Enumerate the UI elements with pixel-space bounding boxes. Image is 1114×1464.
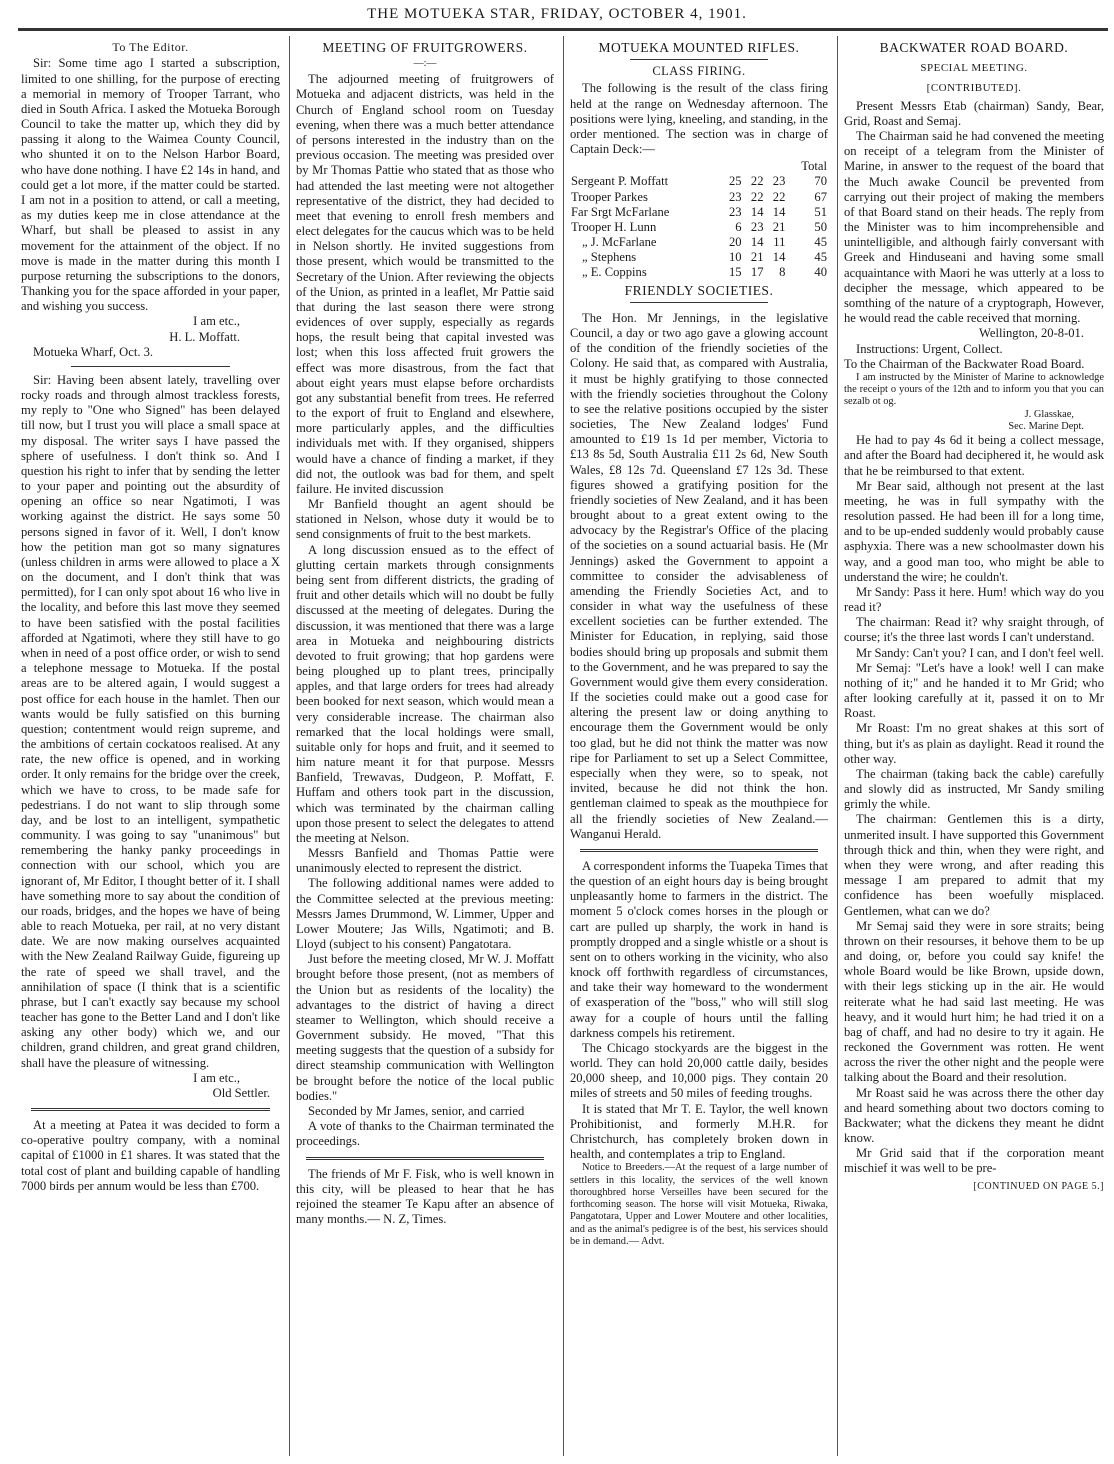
- article-paragraph: Mr Semaj said they were in sore straits; being thrown on their resourses, it behove them to be up and doing, or, before you could say knife! the whole Board would be like Brown, upside down, with their legs sticking up in the air. He would reiterate what he had said last meeting. He was heavy, and it would hurt him; he had tried it on a bag of chaff, and had no desire to try it again. He reckoned the Government was rotten. He went across the river the other night and the people were talking about the Board and their resolution.: [844, 918, 1104, 1085]
- masthead-rule: [18, 28, 1108, 31]
- cable-signature: J. Glasskae,: [1024, 408, 1074, 420]
- article-paragraph: Mr Banfield thought an agent should be stationed in Nelson, whose duty it would be to send consignments of fruit to the best markets.: [296, 497, 554, 542]
- article-paragraph: The Hon. Mr Jennings, in the legislative Council, a day or two ago gave a glowing account of the condition of the friendly societies of the Colony. He said that, as compared with Australia, it must be highly gratifying to those connected with the friendly societies throughout the Colony to see the relative positions occupied by the sister societies, The New Zealand lodges' Fund amounted to £19 1s 1d per member, Victoria to £13 8s 5d, South Australia £11 2s 6d, New South Wales, £8 12s 7d. Queensland £7 12s 3d. These figures showed a gratifying position for the friendly societies of New Zealand, and it has been brought about to a great extent owing to the advocacy by the Registrar's Office of the placing of the societies on a sound actuarial basis. He (Mr Jennings) asked the Government to appoint a committee to consider the advisableness of amending the Friendly Societies Act, and to consider in what way the usefulness of these excellent societies can be further extended. The Minister for Education, in replying, said those bodies should bring up proposals and submit them to the Government, and he was prepared to say the Government would give them every consideration. If the societies could make out a good case for altering the present law or doing anything to encourage them the Government would be only too glad, but he did not think the matter was now ripe for Parliament to set up a Select Committee, especially when they were, so to speak, not invited, because he did not think the hon. gentleman claimed to speak as the mouthpiece for all the friendly societies of New Zealand.— Wanganui Herald.: [570, 310, 828, 841]
- article-heading: MEETING OF FRUITGROWERS.: [322, 40, 528, 55]
- cable-instructions: Instructions: Urgent, Collect.: [856, 341, 1003, 356]
- article-paragraph: The adjourned meeting of fruitgrowers of Motueka and adjacent districts, was held in the Church of England school room on Tuesday evening, when there was a much better attendance of persons interested in the industry than on the previous occasion. The meeting was presided over by Mr Thomas Pattie who stated that as those who had attended the last meeting were not altogether representative of the district, they had decided to meet that evening to enroll fresh members and elect delegates for the caucus which was to be held in Nelson shortly. He invited suggestions from those present, which would be transmitted to the Secretary of the Union. After reviewing the objects of the Union, as printed in a leaflet, Mr Pattie said that during the last season there were strong evidences of over supply, especially as regards hops, the result being that capital invested was lost; when this loss affected fruit growers the effect was more disastrous, from the fact that about eight years must elapse before orchardists got any substantial benefit from trees. He referred to the export of fruit to England and elsewhere, more particularly apples, and the difficulties individuals met with. If they organised, shippers would have a chance of finding a market, if they did not, the outlook was bad for them, and spelt failure. He invited discussion: [296, 72, 554, 496]
- article-paragraph: Mr Bear said, although not present at the last meeting, he was in full sympathy with the resolution passed. He had been ill for a long time, and to be up-ended suddenly would probably cause asphyxia. There was a new schoolmaster down his way, and a good man too, who might be able to understand the wire; he couldn't.: [844, 478, 1104, 584]
- article-paragraph: A long discussion ensued as to the effect of glutting certain markets through consignments being sent from different districts, the grading of fruit and other details which will no doubt be fully discussed at the meeting of delegates. During the discussion, it was mentioned that there was a large area in Motueka and neighbouring districts devoted to fruit growing; that hop gardens were being ploughed up to plant trees, principally apples, and that large orders for trees had already been booked for next season, which would mean a very considerable increase. The chairman also remarked that the local holdings were small, suitable only for hops and fruit, and it seemed to him nature meant it for that purpose. Messrs Banfield, Trewavas, Dudgeon, P. Moffatt, F. Huffam and others took part in the discussion, which was terminated by the chairman calling upon those present to select the delegates to attend the meeting at Nelson.: [296, 542, 554, 845]
- article-paragraph: Mr Roast: I'm no great shakes at this sort of thing, but it's as plain as daylight. Read it round the other way.: [844, 721, 1104, 766]
- score-row: „ J. McFarlane 20 14 11 45: [582, 235, 827, 250]
- notice-breeders: Notice to Breeders.—At the request of a large number of settlers in this locality, the services of the well known thoroughbred horse Verseilles have been secured for the forthcoming season. The horse will visit Motueka, Riwaka, Pangatotara, Upper and Lower Moutere and other localities, and as the animal's pedigree is of the best, his services should be in demand.— Advt.: [570, 1162, 828, 1247]
- article-paragraph: The following is the result of the class firing held at the range on Wednesday afternoon. The positions were lying, kneeling, and standing, in the order mentioned. The section was in charge of Captain Deck:—: [570, 81, 828, 157]
- score-row: „ E. Coppins 15 17 8 40: [582, 265, 827, 280]
- article-paragraph: Mr Sandy: Pass it here. Hum! which way do you read it?: [844, 584, 1104, 615]
- article-paragraph: The chairman (taking back the cable) carefully and slowly did as instructed, Mr Sandy smiling grimly the while.: [844, 766, 1104, 812]
- article-paragraph: Mr Grid said that if the corporation meant mischief it was well to be pre-: [844, 1146, 1104, 1176]
- masthead: THE MOTUEKA STAR, FRIDAY, OCTOBER 4, 1901.: [367, 6, 747, 22]
- article-paragraph: The chairman: Gentlemen this is a dirty, unmerited insult. I have supported this Government through thick and thin, when they were right, and when they were wrong, and after reading this message I am prepared to admit that my confidence has been woefully misplaced. Gentlemen, what can we do?: [844, 812, 1104, 918]
- score-row: Trooper H. Lunn 6 23 21 50: [571, 219, 827, 234]
- divider: [630, 302, 768, 303]
- news-item-tuapeka: A correspondent informs the Tuapeka Times that the question of an eight hours day is being brought unpleasantly home to farmers in the district. The moment 5 o'clock comes horses in the plough or cart are pulled up sharply, the work in hand is promptly dropped and a single whistle or a shout is sent on to others working in the vicinity, who also knock off forthwith regardless of circumstances, and take their way homeward to the wonderment of exasperation of the "boss," who will still slog away for a couple of hours until the falling darkness compels his retirement.: [570, 858, 828, 1040]
- news-item-chicago: The Chicago stockyards are the biggest in the world. They can hold 20,000 cattle daily, besides 20,000 sheep, and 10,000 pigs. They contain 20 miles of streets and 50 miles of feeding troughs.: [570, 1040, 828, 1101]
- article-paragraph: Just before the meeting closed, Mr W. J. Moffatt brought before those present, (not as members of the Union but as residents of the locality) the advantages to the district of having a direct steamer to Wellington, which should receive a Government subsidy. He moved, "That this meeting suggests that the question of a subsidy for direct steamship communication with Wellington be brought before the notice of the local public bodies.": [296, 952, 554, 1103]
- letter-closing: I am etc.,: [193, 1070, 240, 1085]
- cable-place: Wellington, 20-8-01.: [979, 326, 1084, 341]
- contributed-label: [CONTRIBUTED].: [926, 81, 1022, 94]
- article-paragraph: The Chairman said he had convened the meeting on receipt of a telegram from the Minister of Marine, in answer to the request of the board that the Much awake Council be prevented from carrying out their project of making the members of that Board stand on their heads. The reply from the Minister was to him incomprehensible and unintelligible, and although fairly conversant with Greek and Hinduseani and having some small acquaintance with Maori he was utterly at a loss to decipher the message, which appeared to be somthing of the nature of a cryptograph, However, he would read the cable received that morning.: [844, 129, 1104, 326]
- divider: [71, 366, 230, 367]
- article-subheading: SPECIAL MEETING.: [920, 62, 1028, 75]
- divider: [31, 1108, 270, 1111]
- continued-notice: [CONTINUED ON PAGE 5.]: [973, 1180, 1104, 1192]
- total-header: Total: [801, 159, 827, 174]
- article-paragraph: Mr Semaj: "Let's have a look! well I can make nothing of it;" and he handed it to Mr Grid; who after looking carefully at it, passed it on to Mr Roast.: [844, 660, 1104, 721]
- score-table: [570, 159, 828, 280]
- news-item-taylor: It is stated that Mr T. E. Taylor, the well known Prohibitionist, and formerly M.H.R. for Christchurch, has completely broken down in health, and contemplates a trip to England.: [570, 1101, 828, 1162]
- divider: [580, 849, 818, 852]
- article-paragraph: Mr Roast said he was across there the other day and heard something about two doctors coming to Backwater; what the dickens they meant he didnt know.: [844, 1085, 1104, 1146]
- cable-recipient: To the Chairman of the Backwater Road Board.: [844, 356, 1085, 371]
- score-row: Far Srgt McFarlane 23 14 14 51: [571, 204, 827, 219]
- article-paragraph: He had to pay 4s 6d it being a collect message, and after the Board had deciphered it, he would ask that he be reimbursed to that extent.: [844, 433, 1104, 478]
- news-item-fisk: The friends of Mr F. Fisk, who is well known in this city, will be pleased to hear that he has rejoined the steamer Te Kapu after an absence of many months.— N. Z, Times.: [296, 1166, 554, 1227]
- score-row: Trooper Parkes 23 22 22 67: [571, 189, 827, 204]
- column-2: [289, 36, 557, 1456]
- letter-closing: I am etc.,: [193, 314, 240, 329]
- article-subheading: CLASS FIRING.: [652, 64, 746, 79]
- article-paragraph: Messrs Banfield and Thomas Pattie were unanimously elected to represent the district.: [296, 846, 554, 876]
- column-1: [18, 36, 283, 1456]
- letter-address: Motueka Wharf, Oct. 3.: [33, 344, 154, 359]
- score-row: Sergeant P. Moffatt 25 22 23 70: [571, 174, 827, 189]
- article-paragraph: Present Messrs Etab (chairman) Sandy, Bear, Grid, Roast and Semaj.: [844, 98, 1104, 128]
- article-heading: BACKWATER ROAD BOARD.: [879, 40, 1069, 55]
- score-header-row: [570, 159, 828, 174]
- score-row: „ Stephens 10 21 14 45: [582, 250, 827, 265]
- article-heading: MOTUEKA MOUNTED RIFLES.: [598, 40, 800, 55]
- column-4: [837, 36, 1107, 1456]
- article-paragraph: The chairman: Read it? why sraight through, of course; it's the three last words I can't understand.: [844, 615, 1104, 645]
- article-paragraph: Seconded by Mr James, senior, and carried: [308, 1104, 525, 1118]
- cable-body: I am instructed by the Minister of Marine to acknowledge the receipt o yours of the 12th and to inform you that you can sezalb ot og.: [844, 371, 1104, 408]
- article-paragraph: A vote of thanks to the Chairman terminated the proceedings.: [296, 1119, 554, 1149]
- divider: [630, 59, 768, 60]
- cable-signature-title: Sec. Marine Dept.: [1008, 420, 1084, 432]
- article-paragraph: Mr Sandy: Can't you? I can, and I don't feel well.: [856, 645, 1104, 660]
- heading-ornament: —:—: [413, 58, 437, 70]
- column-3: [563, 36, 831, 1456]
- columns: [18, 36, 1108, 1456]
- article-heading: FRIENDLY SOCIETIES.: [624, 282, 774, 298]
- news-item-patea: At a meeting at Patea it was decided to form a co-operative poultry company, with a nominal capital of £1000 in £1 shares. It was stated that the total cost of plant and building capable of handling 7000 birds per annum would be less than £700.: [21, 1118, 280, 1193]
- divider: [306, 1157, 544, 1160]
- article-paragraph: The following additional names were added to the Committee selected at the previous meeting: Messrs James Drummond, W. Limmer, Upper and Lower Moutere; Jas Wills, Ngatimoti; and B. Lloyd (subject to his consent) Pangatotara.: [296, 876, 554, 952]
- letter-heading: To The Editor.: [112, 40, 189, 54]
- letter-signature: H. L. Moffatt.: [169, 329, 240, 344]
- letter-signature: Old Settler.: [212, 1085, 270, 1100]
- letter-paragraph: Sir: Some time ago I started a subscription, limited to one shilling, for the purpose of erecting a memorial in memory of Trooper Tarrant, who died in South Africa. I asked the Motueka Borough Council to take the matter up, which they did by passing it along to the Waimea County Council, who shunted it on to the Nelson Harbor Board, who have done nothing. I have £2 14s in hand, and could get a lot more, if the matter could be started. I am not in a position to attend, or call a meeting, as my duties keep me in close attendance at the Wharf, but shall be pleased to assist in any movement for the attainment of the object. If no move is made in the matter during this month I purpose returning the subscriptions to the donors, Thanking you for the space afforded in your paper, and wishing you success.: [21, 56, 280, 314]
- letter-paragraph: Sir: Having been absent lately, travelling over rocky roads and through almost trackless forests, my reply to "One who Signed" has been delayed till now, but I trust you will place a small space at my disposal. The writer says I have passed the sphere of usefulness. I don't think so. And I question his right to infer that by sending the letter to your paper and pointing out the absurdity of opening an office so near Ngatimoti, I was working against the district. He says some 50 persons signed in favor of it. Well, I don't know how the petition man got so many signatures (unless children in arms were allowed to place a X on the document, and I don't think that was permitted), for I can only spot about 16 who live in the locality, and before this last move they seemed to have been satisfied with the postal facilities afforded at Ngatimoti, where they still have to go when in need of a post office order, or wish to send a telephone message to Motueka. If the postal areas are to be altered again, I would suggest a post office for each house in the hamlet. Then our wants would be fully satisfied on this burning question; contentment would reign supreme, and the ambitions of certain cockatoos realised. At any rate, the new office is opened, and in working order. It only remains for the bridge over the creek, which we have to cross, to be made safe for pedestrians. I do not want to slip through some day, and be lost to an intelligent, sympathetic community. I was going to say "unanimous" but remembering the hanky panky proceedings in connection with our school, which you are ignorant of, Mr Editor, I thought better of it. I shall have something more to say about the condition of our roads, bridges, and the hopes we have of being able to reach Motueka, per rail, at no very distant date. We are now making ourselves acquainted with the New Zealand Railway Guide, figureing up the rate of speed we shall travel, and the annihilation of space (I think that is a scientific phrase, but I can't exactly say because my school teacher has gone to the Better Land and I don't like asking any other body) which we, and our children, grand children, and great grand children, shall have the pleasure of witnessing.: [21, 372, 280, 1070]
